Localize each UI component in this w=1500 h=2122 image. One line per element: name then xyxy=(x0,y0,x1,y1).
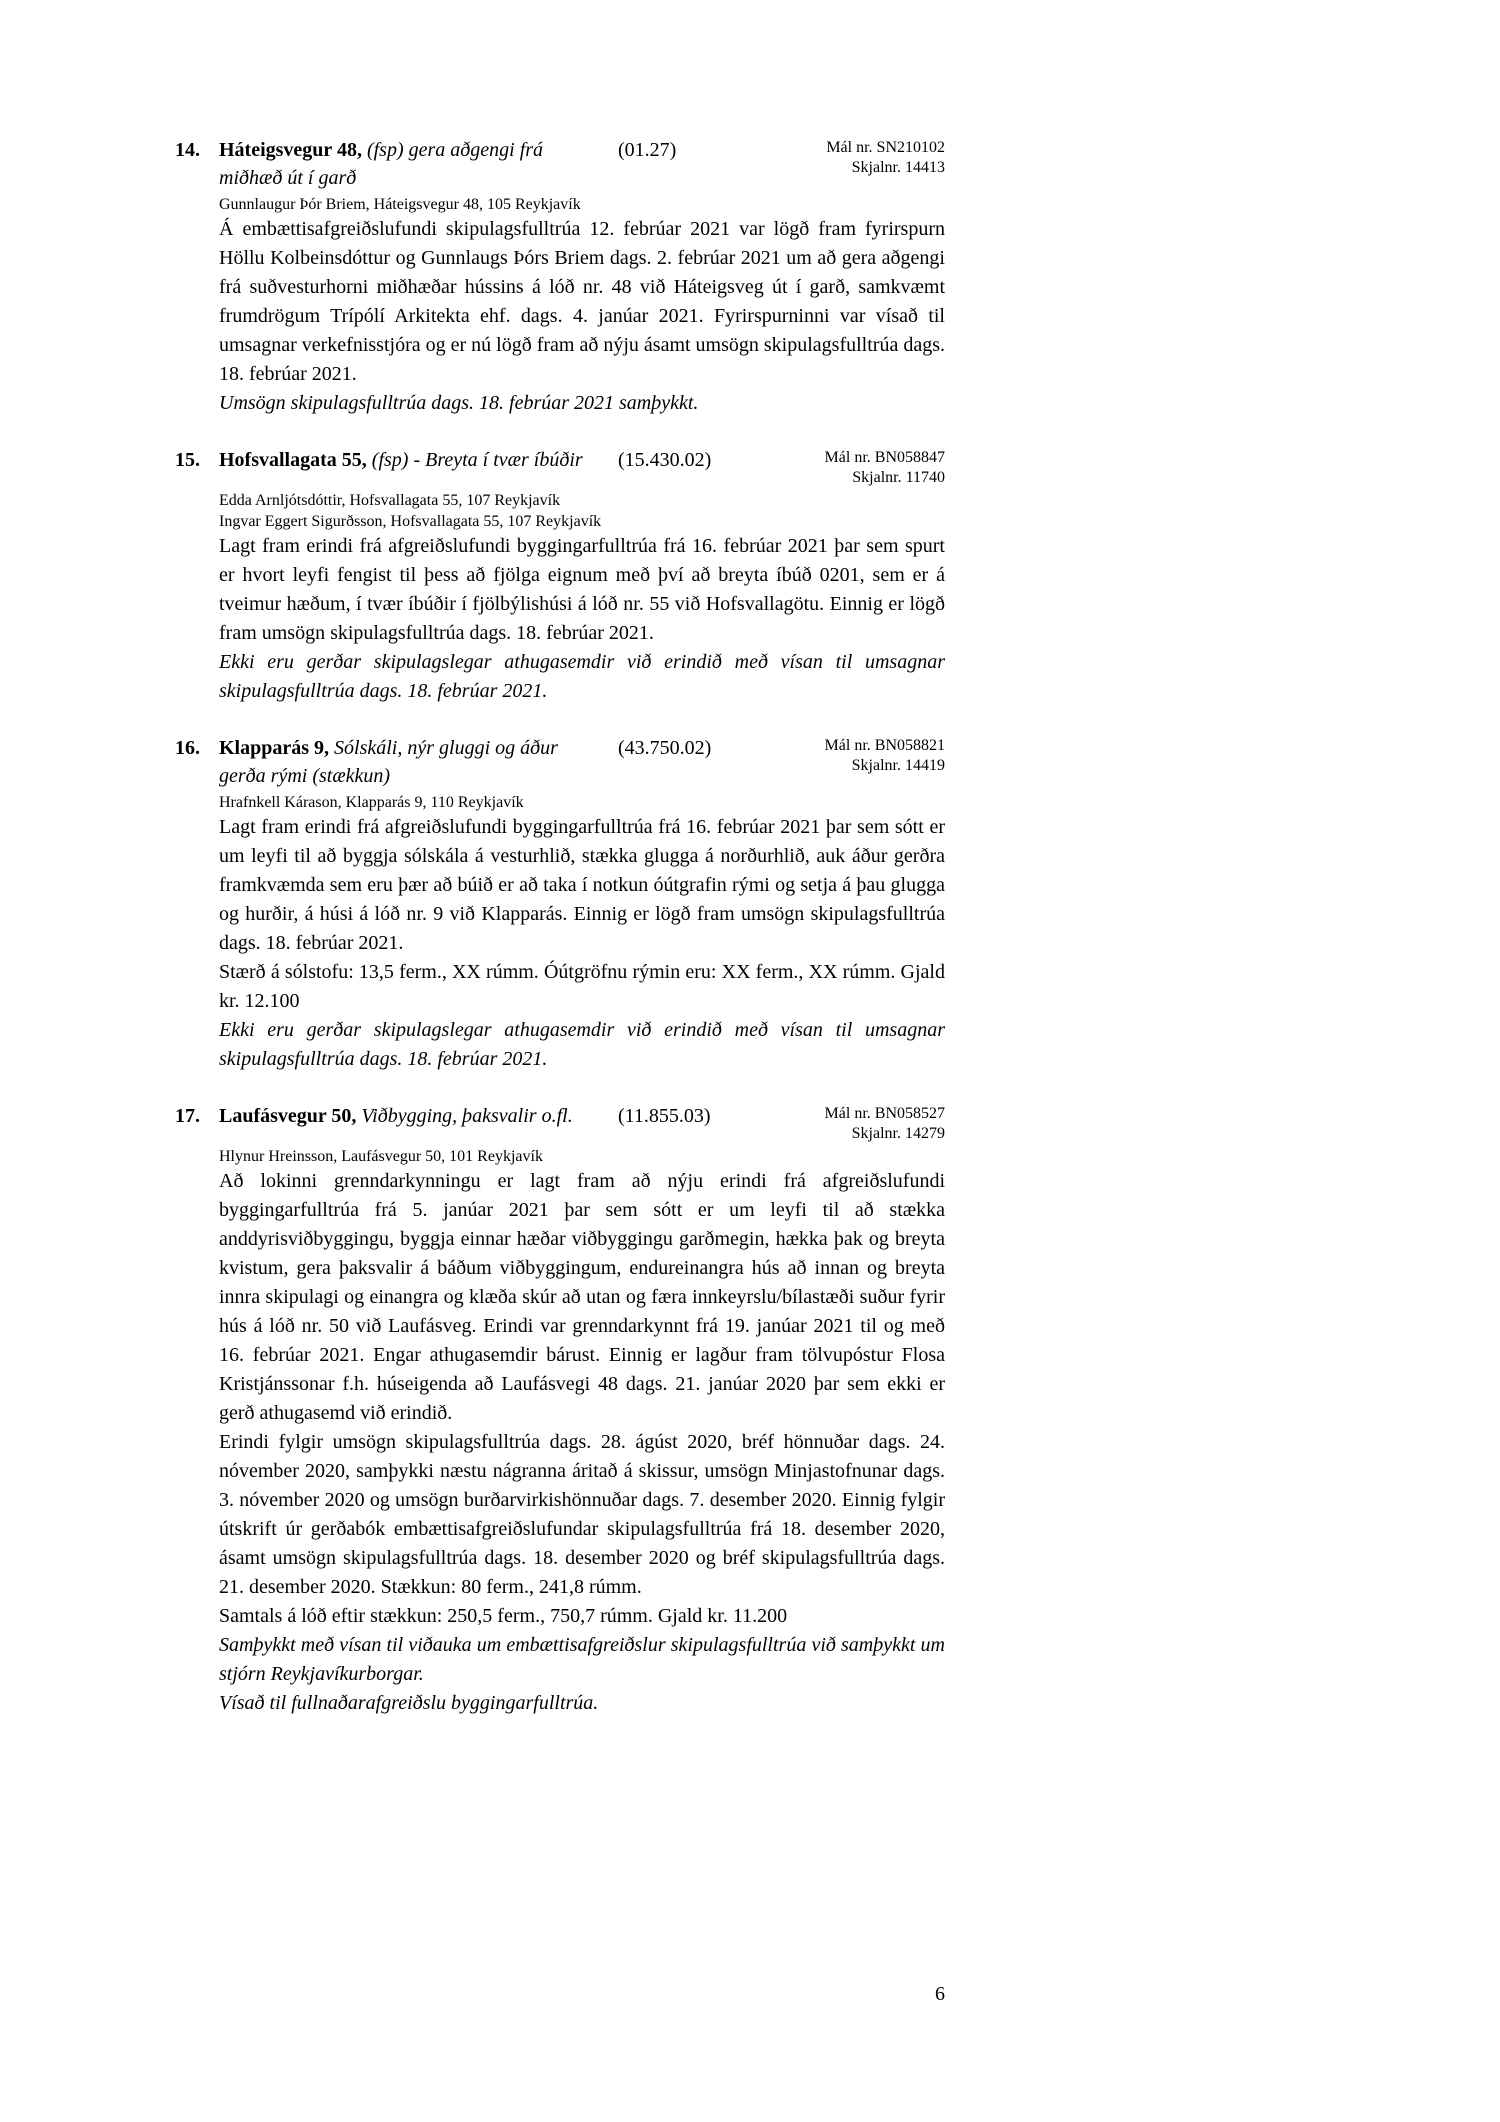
document-number: Skjalnr. 14419 xyxy=(851,757,945,774)
item-header xyxy=(175,136,945,192)
item-subtitle: (fsp) - Breyta í tvær íbúðir xyxy=(371,449,583,471)
item-header xyxy=(175,734,945,790)
decision-paragraph: Vísað til fullnaðarafgreiðslu byggingarfulltrúa. xyxy=(219,1692,599,1714)
body-paragraph: Á embættisafgreiðslufundi skipulagsfulltrúa 12. febrúar 2021 var lögð fram fyrirspurn Höllu Kolbeinsdóttur og Gunnlaugs Þórs Briem dags. 2. febrúar 2021 um að gera aðgengi frá suðvesturhorni miðhæðar hússins á lóð nr. 48 við Háteigsveg út í garð, samkvæmt frumdrögum Trípólí Arkitekta ehf. dags. 4. janúar 2021. Fyrirspurninni var vísað til umsagnar verkefnisstjóra og er nú lögð fram að nýju ásamt umsögn skipulagsfulltrúa dags. 18. febrúar 2021. xyxy=(219,218,945,385)
contact-line: Hrafnkell Kárason, Klapparás 9, 110 Reykjavík xyxy=(219,794,524,811)
contact-line: Gunnlaugur Þór Briem, Háteigsvegur 48, 105 Reykjavík xyxy=(219,196,581,213)
body-paragraph: Lagt fram erindi frá afgreiðslufundi byggingarfulltrúa frá 16. febrúar 2021 þar sem sótt er um leyfi til að byggja sólskála á vesturhlið, stækka glugga á norðurhlið, auk áður gerðra framkvæmda sem eru þær að búið er að taka í notkun óútgrafin rými og setja á þau glugga og hurðir, á húsi á lóð nr. 9 við Klapparás. Einnig er lögð fram umsögn skipulagsfulltrúa dags. 18. febrúar 2021. xyxy=(219,816,945,954)
item-address: Hofsvallagata 55, xyxy=(219,449,367,471)
item-planning-code: (01.27) xyxy=(618,139,677,161)
contact-line: Hlynur Hreinsson, Laufásvegur 50, 101 Reykjavík xyxy=(219,1148,543,1165)
item-title xyxy=(219,136,609,192)
decision-paragraph: Ekki eru gerðar skipulagslegar athugasemdir við erindið með vísan til umsagnar skipulagsfulltrúa dags. 18. febrúar 2021. xyxy=(219,651,945,702)
agenda-item xyxy=(175,734,945,1074)
case-number: Mál nr. BN058527 xyxy=(824,1105,945,1122)
item-header xyxy=(175,446,945,488)
item-title xyxy=(219,446,609,474)
item-subtitle: (fsp) gera aðgengi frá miðhæð út í garð xyxy=(219,139,544,189)
item-header xyxy=(175,1102,945,1144)
item-number: 17. xyxy=(175,1105,200,1127)
item-subtitle: Sólskáli, nýr gluggi og áður gerða rými (stækkun) xyxy=(219,737,558,787)
page-content xyxy=(175,136,945,1746)
agenda-item xyxy=(175,446,945,706)
body-paragraph: Samtals á lóð eftir stækkun: 250,5 ferm., 750,7 rúmm. Gjald kr. 11.200 xyxy=(219,1605,788,1627)
body-paragraph: Erindi fylgir umsögn skipulagsfulltrúa dags. 28. ágúst 2020, bréf hönnuðar dags. 24. nóvember 2020, samþykki næstu nágranna áritað á skissur, umsögn Minjastofnunar dags. 3. nóvember 2020 og umsögn burðarvirkishönnuðar dags. 7. desember 2020. Einnig fylgir útskrift úr gerðabók embættisafgreiðslufundar skipulagsfulltrúa frá 18. desember 2020, ásamt umsögn skipulagsfulltrúa dags. 18. desember 2020 og bréf skipulagsfulltrúa dags. 21. desember 2020. Stækkun: 80 ferm., 241,8 rúmm. xyxy=(219,1431,945,1598)
item-address: Klapparás 9, xyxy=(219,737,330,759)
decision-paragraph: Ekki eru gerðar skipulagslegar athugasemdir við erindið með vísan til umsagnar skipulagsfulltrúa dags. 18. febrúar 2021. xyxy=(219,1019,945,1070)
item-address: Háteigsvegur 48, xyxy=(219,139,362,161)
item-paragraphs xyxy=(219,813,945,1074)
item-paragraphs xyxy=(219,215,945,418)
body-paragraph: Stærð á sólstofu: 13,5 ferm., XX rúmm. Óútgröfnu rýmin eru: XX ferm., XX rúmm. Gjald kr. 12.100 xyxy=(219,961,945,1012)
item-title xyxy=(219,734,609,790)
case-number: Mál nr. BN058847 xyxy=(824,449,945,466)
decision-paragraph: Samþykkt með vísan til viðauka um embættisafgreiðslur skipulagsfulltrúa við samþykkt um stjórn Reykjavíkurborgar. xyxy=(219,1634,945,1685)
contact-lines xyxy=(219,490,945,532)
item-planning-code: (43.750.02) xyxy=(618,737,712,759)
item-address: Laufásvegur 50, xyxy=(219,1105,357,1127)
contact-line: Ingvar Eggert Sigurðsson, Hofsvallagata 55, 107 Reykjavík xyxy=(219,513,602,530)
document-number: Skjalnr. 11740 xyxy=(852,469,945,486)
contact-line: Edda Arnljótsdóttir, Hofsvallagata 55, 107 Reykjavík xyxy=(219,492,561,509)
page-number: 6 xyxy=(935,1983,945,2005)
item-references xyxy=(718,1102,945,1144)
case-number: Mál nr. SN210102 xyxy=(826,139,945,156)
document-number: Skjalnr. 14279 xyxy=(851,1125,945,1142)
contact-lines xyxy=(219,1146,945,1167)
item-paragraphs xyxy=(219,1167,945,1718)
item-number: 16. xyxy=(175,737,200,759)
item-title xyxy=(219,1102,609,1130)
contact-lines xyxy=(219,194,945,215)
item-number: 15. xyxy=(175,449,200,471)
item-number: 14. xyxy=(175,139,200,161)
agenda-item xyxy=(175,1102,945,1718)
body-paragraph: Lagt fram erindi frá afgreiðslufundi byggingarfulltrúa frá 16. febrúar 2021 þar sem spurt er hvort leyfi fengist til þess að fjölga eignum með því að breyta íbúð 0201, sem er á tveimur hæðum, í tvær íbúðir í fjölbýlishúsi á lóð nr. 55 við Hofsvallagötu. Einnig er lögð fram umsögn skipulagsfulltrúa dags. 18. febrúar 2021. xyxy=(219,535,945,644)
document-number: Skjalnr. 14413 xyxy=(851,159,945,176)
decision-paragraph: Umsögn skipulagsfulltrúa dags. 18. febrúar 2021 samþykkt. xyxy=(219,392,699,414)
contact-lines xyxy=(219,792,945,813)
agenda-item xyxy=(175,136,945,418)
item-references xyxy=(718,734,945,776)
item-subtitle: Viðbygging, þaksvalir o.fl. xyxy=(361,1105,573,1127)
item-references xyxy=(718,136,945,178)
item-planning-code: (11.855.03) xyxy=(618,1105,711,1127)
items-container xyxy=(175,136,945,1718)
body-paragraph: Að lokinni grenndarkynningu er lagt fram að nýju erindi frá afgreiðslufundi byggingarfulltrúa frá 5. janúar 2021 þar sem sótt er um leyfi til að stækka anddyrisviðbyggingu, byggja einnar hæðar viðbyggingu garðmegin, hækka þak og breyta kvistum, gera þaksvalir á báðum viðbyggingum, endureinangra hús að innan og breyta innra skipulagi og einangra og klæða skúr að utan og færa innkeyrslu/bílastæði suður fyrir hús á lóð nr. 50 við Laufásveg. Erindi var grenndarkynnt frá 19. janúar 2021 til og með 16. febrúar 2021. Engar athugasemdir bárust. Einnig er lagður fram tölvupóstur Flosa Kristjánssonar f.h. húseigenda að Laufásvegi 48 dags. 21. janúar 2020 þar sem ekki er gerð athugasemd við erindið. xyxy=(219,1170,945,1424)
item-paragraphs xyxy=(219,532,945,706)
case-number: Mál nr. BN058821 xyxy=(824,737,945,754)
item-references xyxy=(718,446,945,488)
item-planning-code: (15.430.02) xyxy=(618,449,712,471)
